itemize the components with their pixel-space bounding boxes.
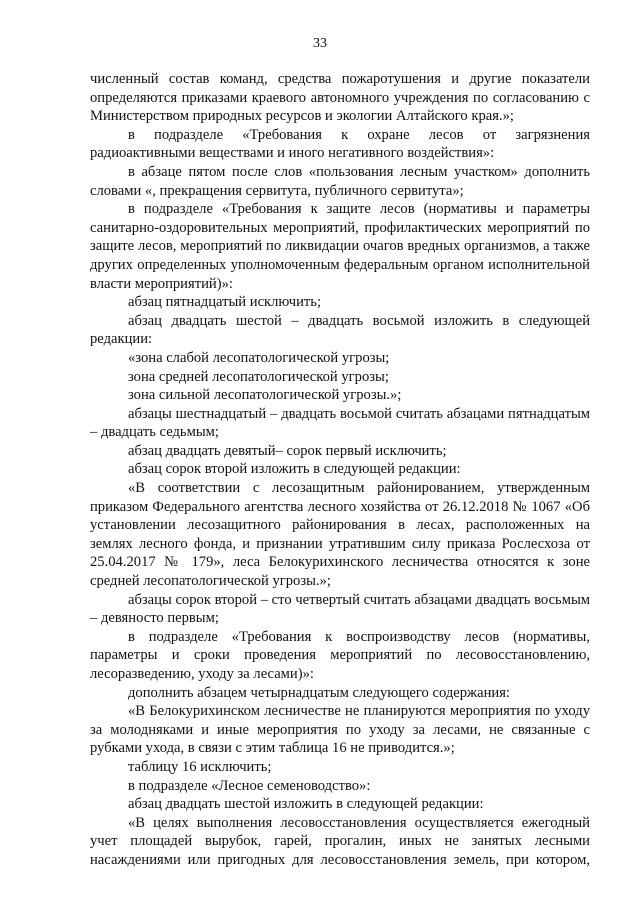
paragraph: абзацы шестнадцатый – двадцать восьмой считать абзацами пятнадцатым – двадцать седьмым;: [90, 405, 590, 441]
paragraph: абзацы сорок второй – сто четвертый считать абзацами двадцать восьмым – девяносто первым;: [90, 591, 590, 627]
paragraph: численный состав команд, средства пожаротушения и другие показатели определяются приказами краевого автономного учреждения по согласованию с Министерством природных ресурсов и экологии Алтайского края.»;: [90, 71, 590, 125]
paragraph: абзац сорок второй изложить в следующей редакции:: [128, 461, 461, 478]
paragraph: таблицу 16 исключить;: [128, 758, 272, 775]
paragraph: абзац двадцать девятый– сорок первый исключить;: [128, 442, 447, 459]
paragraph: зона средней лесопатологической угрозы;: [128, 368, 389, 385]
page-number: 33: [313, 36, 327, 51]
document-body: [90, 70, 590, 870]
paragraph: в абзаце пятом после слов «пользования лесным участком» дополнить словами «, прекращения сервитута, публичного сервитута»;: [90, 163, 590, 199]
paragraph: абзац пятнадцатый исключить;: [128, 294, 322, 311]
paragraph: «зона слабой лесопатологической угрозы;: [128, 349, 390, 366]
paragraph: зона сильной лесопатологической угрозы.»;: [128, 387, 402, 404]
paragraph: дополнить абзацем четырнадцатым следующего содержания:: [128, 684, 510, 701]
paragraph: в подразделе «Требования к защите лесов (нормативы и параметры санитарно-оздоровительных мероприятий, профилактических мероприятий по защите лесов, мероприятий по ликвидации очагов вредных организмов, а также других определенных уполномоченным федеральным органом исполнительной власти мероприятий)»:: [90, 201, 590, 292]
paragraph: «В целях выполнения лесовосстановления осуществляется ежегодный учет площадей вырубок, гарей, прогалин, иных не занятых лесными насаждениями или пригодных для лесовосстановления земель, при котором,: [90, 814, 590, 868]
paragraph: в подразделе «Лесное семеноводство»:: [128, 777, 371, 794]
paragraph: в подразделе «Требования к воспроизводству лесов (нормативы, параметры и сроки проведения мероприятий по лесовосстановлению, лесоразведению, уходу за лесами)»:: [90, 628, 590, 682]
paragraph: абзац двадцать шестой – двадцать восьмой изложить в следующей редакции:: [90, 312, 590, 348]
paragraph: в подразделе «Требования к охране лесов от загрязнения радиоактивными веществами и иного негативного воздействия»:: [90, 126, 590, 162]
paragraph: абзац двадцать шестой изложить в следующей редакции:: [128, 796, 484, 813]
paragraph: «В Белокурихинском лесничестве не планируются мероприятия по уходу за молодняками и иные мероприятия по уходу за лесами, не связанные с рубками ухода, в связи с этим таблица 16 не приводится.»;: [90, 703, 590, 757]
paragraph: «В соответствии с лесозащитным районированием, утвержденным приказом Федерального агентства лесного хозяйства от 26.12.2018 № 1067 «Об установлении лесозащитного районирования в лесах, расположенных на землях лесного фонда, и признании утратившим силу приказа Рослесхоза от 25.04.2017 № 179», леса Белокурихинского лесничества относятся к зоне средней лесопатологической угрозы.»;: [90, 480, 590, 590]
